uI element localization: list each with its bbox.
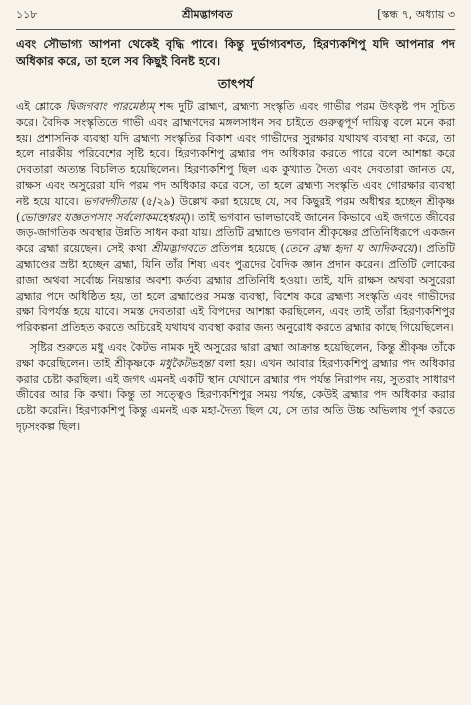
intro-text: এবং সৌভাগ্য আপনা থেকেই বৃদ্ধি পাবে। কিন্তু দুর্ভাগ্যবশত, হিরণ্যকশিপু যদি আপনার পদ অধিকার করে, তা হলে সব কিছুই বিনষ্ট হবে। bbox=[16, 37, 455, 68]
text-run: এই শ্লোকে bbox=[16, 100, 67, 113]
text-run: সৃষ্টির শুরুতে মধু এবং কৈটভ নামক দুই অসুরের দ্বারা ব্রহ্মা আক্রান্ত হয়েছিলেন, কিন্তু শ্রীকৃষ্ণ তাঁকে রক্ষা করেছিলেন। তাই শ্রীকৃষ্ণকে bbox=[16, 340, 455, 370]
italic-term: মধুকৈটভহন্তা bbox=[159, 356, 214, 370]
page-header bbox=[16, 6, 455, 30]
text-run: )। প্রতিটি ব্রহ্মাণ্ডের স্রষ্টা হচ্ছেন ব্রহ্মা, যিনি তাঁর শিষ্য এবং পুত্রদের বৈদিক জ্ঞান প্রদান করেন। প্রতিটি লোকের রাজা অথবা সর্বোচ্চ নিয়ন্তার অবশ্য কর্তব্য ব্রহ্মার প্রতিনিধি হওয়া। তাই, যদি রাক্ষস অথবা অসুরেরা ব্রহ্মার পদে অধিষ্ঠিত হয়, তা হলে ব্রহ্মাণ্ডের সমস্ত ব্যবস্থা, বিশেষ করে ব্রহ্মণ্য সংস্কৃতি এবং গাভীদের রক্ষা বিপর্যস্ত হয়ে যাবে। সমস্ত দেবতারা এই বিপদের আশঙ্কা করছিলেন, এবং তাই তাঁরা হিরণ্যকশিপুর পরিকল্পনা প্রতিহত করতে অচিরেই যথাযথ ব্যবস্থা করার জন্য অনুরোধ করতে ব্রহ্মার কাছে গিয়েছিলেন। bbox=[16, 242, 455, 335]
italic-term: ভোক্তারং যজ্ঞতপসাং সর্বলোকমহেশ্বরম্ bbox=[20, 210, 187, 224]
page-number: ১১৮ bbox=[16, 8, 38, 21]
text-run: (৫/২৯) উল্লেখ করা হয়েছে যে, সব কিছুরই পরম অধীশ্বর হচ্ছেন শ্রীকৃষ্ণ ( bbox=[16, 194, 455, 224]
text-run: )। তাই ভগবান ভালভাবেই জানেন কিভাবে এই জগতে জীবের জড়-জাগতিক অবস্থার উন্নতি সাধন করা যায়। প্রতিটি ব্রহ্মাণ্ডে ভগবান শ্রীকৃষ্ণের প্রতিনিধিরূপে একজন করে ব্রহ্মা রয়েছেন। সেই কথা bbox=[16, 210, 455, 256]
purport-paragraph-1 bbox=[16, 99, 455, 336]
section-label: [স্কন্ধ ৭, অধ্যায় ৩ bbox=[377, 8, 455, 21]
italic-term: শ্রীমদ্ভাগবতে bbox=[151, 242, 206, 256]
text-run: বলা হয়। এখন আবার হিরণ্যকশিপু ব্রহ্মার পদ অধিকার করার চেষ্টা করছিল। এই জগৎ এমনই একটি স্থান যেখানে ব্রহ্মার পদ পর্যন্ত নিরাপদ নয়, সুতরাং সাধারণ জীবের আর কি কথা। কিন্তু তা সত্ত্বেও হিরণ্যকশিপুর সময় পর্যন্ত, কেউই ব্রহ্মার পদ অধিকার করার চেষ্টা করেনি। হিরণ্যকশিপু কিন্তু এমনই এক মহা-দৈত্য ছিল যে, সে তার অতি উচ্চ অভিলাষ পূর্ণ করতে দৃঢ়সংকল্প ছিল। bbox=[16, 356, 455, 433]
text-run: শব্দ দুটি ব্রাহ্মণ, ব্রহ্মণ্য সংস্কৃতি এবং গাভীর পরম উৎকৃষ্ট পদ সূচিত করে। বৈদিক সংস্কৃতিতে গাভী এবং ব্রাহ্মণদের মঙ্গলসাধন সব চাইতে গুরুত্বপূর্ণ দায়িত্ব বলে মনে করা হয়। প্রশাসনিক ব্যবস্থা যদি ব্রহ্মণ্য সংস্কৃতির বিকাশ এবং গাভীদের সুরক্ষার যথাযথ ব্যবস্থা না করে, তা হলে নারকীয় পরিবেশের সৃষ্টি হবে। হিরণ্যকশিপু ব্রহ্মার পদ অধিকার করতে পারে বলে আশঙ্কা করে দেবতারা অত্যন্ত বিচলিত হয়েছিলেন। হিরণ্যকশিপু ছিল এক কুখ্যাত দৈত্য এবং দেবতারা জানত যে, রাক্ষস এবং অসুরেরা যদি পরম পদ অধিকার করে বসে, তা হলে ব্রহ্মণ্য সংস্কৃতি এবং গোরক্ষার ব্যবস্থা নষ্ট হয়ে যাবে। bbox=[16, 100, 455, 208]
book-title: শ্রীমদ্ভাগবত bbox=[182, 8, 233, 21]
purport-paragraph-2 bbox=[16, 340, 455, 435]
purport-heading: তাৎপর্য bbox=[217, 76, 254, 91]
italic-term: দ্বিজগবাং পারমেষ্ঠ্যম্ bbox=[66, 100, 155, 113]
italic-term: তেনে ব্রহ্ম হৃদা য আদিকবয়ে bbox=[284, 242, 414, 256]
italic-term: ভগবদ্গীতায় bbox=[83, 194, 137, 208]
text-run: প্রতিপন্ন হয়েছে ( bbox=[205, 242, 285, 256]
